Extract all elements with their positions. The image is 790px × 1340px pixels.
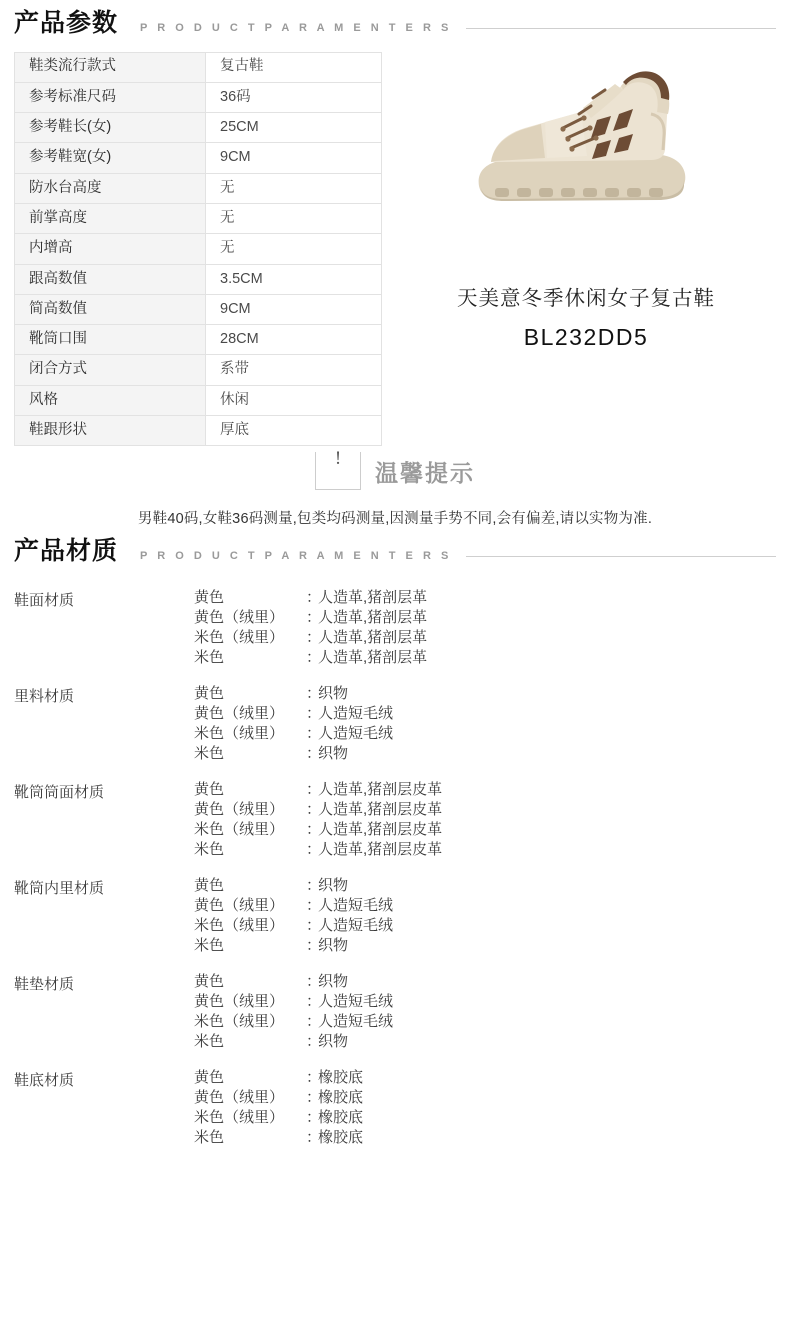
material-line — [194, 840, 776, 860]
param-value: 25CM — [206, 113, 382, 143]
material-value: 人造短毛绒 — [318, 896, 394, 914]
material-value: 橡胶底 — [318, 1108, 364, 1126]
material-row — [14, 876, 776, 956]
material-colon: ： — [306, 1128, 322, 1146]
material-color: 米色（绒里） — [194, 628, 285, 646]
material-line — [194, 916, 776, 936]
material-value: 织物 — [318, 744, 349, 762]
params-section — [0, 52, 790, 447]
material-value: 人造革,猪剖层革 — [318, 628, 428, 646]
material-color: 黄色 — [194, 1068, 225, 1086]
section-title-en: P R O D U C T P A R A M E N T E R S — [140, 21, 452, 34]
material-colon: ： — [306, 744, 322, 762]
material-line — [194, 1012, 776, 1032]
material-line — [194, 744, 776, 764]
material-color: 米色（绒里） — [194, 1108, 285, 1126]
table-row — [15, 416, 382, 446]
section-header-materials — [0, 538, 790, 566]
product-title: 天美意冬季休闲女子复古鞋 — [457, 286, 715, 310]
table-row — [15, 82, 382, 112]
material-line — [194, 588, 776, 608]
table-row — [15, 203, 382, 233]
param-value: 9CM — [206, 294, 382, 324]
material-row — [14, 684, 776, 764]
material-colon: ： — [306, 896, 322, 914]
param-key: 参考鞋长(女) — [15, 113, 206, 143]
param-value: 无 — [206, 203, 382, 233]
table-row — [15, 52, 382, 82]
param-key: 鞋类流行款式 — [15, 52, 206, 82]
product-code: BL232DD5 — [523, 324, 649, 351]
material-row — [14, 588, 776, 668]
material-line — [194, 628, 776, 648]
material-label: 鞋面材质 — [14, 591, 75, 609]
material-line — [194, 820, 776, 840]
material-label: 鞋垫材质 — [14, 975, 75, 993]
section-header-params — [0, 10, 790, 38]
material-colon: ： — [306, 628, 322, 646]
table-row — [15, 294, 382, 324]
material-value: 人造革,猪剖层革 — [318, 648, 428, 666]
material-color: 米色（绒里） — [194, 916, 285, 934]
material-colon: ： — [306, 1012, 322, 1030]
material-colon: ： — [306, 724, 322, 742]
table-row — [15, 234, 382, 264]
material-color: 米色 — [194, 936, 225, 954]
material-color: 黄色（绒里） — [194, 896, 285, 914]
param-value: 无 — [206, 173, 382, 203]
param-key: 参考标准尺码 — [15, 82, 206, 112]
material-value: 人造革,猪剖层革 — [318, 588, 428, 606]
material-row — [14, 972, 776, 1052]
param-value: 厚底 — [206, 416, 382, 446]
material-colon: ： — [306, 820, 322, 838]
material-line — [194, 648, 776, 668]
material-colon: ： — [306, 916, 322, 934]
param-key: 参考鞋宽(女) — [15, 143, 206, 173]
materials-list — [0, 588, 790, 1148]
material-values — [194, 588, 776, 668]
table-row — [15, 385, 382, 415]
header-divider-materials — [466, 556, 776, 557]
param-value: 28CM — [206, 325, 382, 355]
material-label: 靴筒筒面材质 — [14, 783, 105, 801]
material-value: 橡胶底 — [318, 1068, 364, 1086]
section-title-cn-materials: 产品材质 — [14, 537, 119, 566]
material-value: 人造革,猪剖层革 — [318, 608, 428, 626]
material-colon: ： — [306, 1088, 322, 1106]
material-line — [194, 936, 776, 956]
product-parameters-table — [14, 52, 382, 447]
material-value: 橡胶底 — [318, 1128, 364, 1146]
param-key: 前掌高度 — [15, 203, 206, 233]
material-color: 米色 — [194, 1128, 225, 1146]
param-value: 休闲 — [206, 385, 382, 415]
material-colon: ： — [306, 1068, 322, 1086]
material-line — [194, 876, 776, 896]
param-value: 复古鞋 — [206, 52, 382, 82]
material-color: 米色（绒里） — [194, 724, 285, 742]
material-colon: ： — [306, 684, 322, 702]
material-line — [194, 1128, 776, 1148]
section-title-cn: 产品参数 — [14, 9, 119, 37]
table-row — [15, 113, 382, 143]
material-value: 人造短毛绒 — [318, 704, 394, 722]
material-color: 米色 — [194, 1032, 225, 1050]
material-colon: ： — [306, 936, 322, 954]
material-color: 黄色 — [194, 972, 225, 990]
material-value: 人造短毛绒 — [318, 992, 394, 1010]
material-label: 里料材质 — [14, 687, 75, 705]
material-colon: ： — [306, 800, 322, 818]
param-value: 36码 — [206, 82, 382, 112]
table-row — [15, 264, 382, 294]
material-colon: ： — [306, 992, 322, 1010]
material-values — [194, 684, 776, 764]
material-color: 黄色 — [194, 876, 225, 894]
material-values — [194, 876, 776, 956]
section-title-en-materials: P R O D U C T P A R A M E N T E R S — [140, 549, 452, 562]
material-color: 黄色 — [194, 588, 225, 606]
material-value: 织物 — [318, 936, 349, 954]
material-line — [194, 724, 776, 744]
material-color: 黄色（绒里） — [194, 992, 285, 1010]
material-color: 米色（绒里） — [194, 820, 285, 838]
material-line — [194, 608, 776, 628]
material-line — [194, 704, 776, 724]
material-color: 黄色（绒里） — [194, 608, 285, 626]
table-row — [15, 173, 382, 203]
material-value: 织物 — [318, 972, 349, 990]
param-value: 系带 — [206, 355, 382, 385]
material-colon: ： — [306, 1032, 322, 1050]
param-key: 鞋跟形状 — [15, 416, 206, 446]
material-value: 人造革,猪剖层皮革 — [318, 840, 443, 858]
material-color: 米色 — [194, 648, 225, 666]
material-line — [194, 1088, 776, 1108]
material-label: 靴筒内里材质 — [14, 879, 105, 897]
material-colon: ： — [306, 704, 322, 722]
param-key: 内增高 — [15, 234, 206, 264]
material-values — [194, 1068, 776, 1148]
table-row — [15, 355, 382, 385]
param-key: 跟高数值 — [15, 264, 206, 294]
material-label: 鞋底材质 — [14, 1071, 75, 1089]
material-colon: ： — [306, 972, 322, 990]
warm-tips-header — [315, 452, 475, 490]
warm-tips-title: 温馨提示 — [375, 459, 475, 486]
material-value: 人造革,猪剖层皮革 — [318, 780, 443, 798]
material-colon: ： — [306, 588, 322, 606]
material-color: 米色 — [194, 840, 225, 858]
material-value: 织物 — [318, 1032, 349, 1050]
param-value: 9CM — [206, 143, 382, 173]
material-row — [14, 780, 776, 860]
param-key: 风格 — [15, 385, 206, 415]
exclamation-mark-icon — [315, 452, 361, 490]
beige-retro-sneaker-photo — [471, 58, 701, 233]
material-value: 人造短毛绒 — [318, 724, 394, 742]
product-showcase — [382, 52, 776, 447]
material-values — [194, 780, 776, 860]
material-color: 黄色（绒里） — [194, 1088, 285, 1106]
material-line — [194, 684, 776, 704]
material-color: 黄色（绒里） — [194, 704, 285, 722]
material-colon: ： — [306, 780, 322, 798]
material-color: 黄色（绒里） — [194, 800, 285, 818]
param-key: 靴筒口围 — [15, 325, 206, 355]
material-colon: ： — [306, 876, 322, 894]
material-colon: ： — [306, 608, 322, 626]
warm-tips-block — [0, 452, 790, 528]
material-line — [194, 992, 776, 1012]
material-colon: ： — [306, 1108, 322, 1126]
material-value: 人造短毛绒 — [318, 916, 394, 934]
material-value: 织物 — [318, 876, 349, 894]
header-divider — [466, 28, 776, 29]
material-value: 人造短毛绒 — [318, 1012, 394, 1030]
material-color: 米色 — [194, 744, 225, 762]
material-value: 人造革,猪剖层皮革 — [318, 800, 443, 818]
material-line — [194, 780, 776, 800]
material-colon: ： — [306, 840, 322, 858]
table-row — [15, 325, 382, 355]
table-row — [15, 143, 382, 173]
material-value: 橡胶底 — [318, 1088, 364, 1106]
material-value: 织物 — [318, 684, 349, 702]
param-value: 无 — [206, 234, 382, 264]
material-line — [194, 800, 776, 820]
material-value: 人造革,猪剖层皮革 — [318, 820, 443, 838]
material-line — [194, 1068, 776, 1088]
warm-tips-text: 男鞋40码,女鞋36码测量,包类均码测量,因测量手势不同,会有偏差,请以实物为准. — [137, 511, 653, 528]
material-line — [194, 896, 776, 916]
material-line — [194, 1108, 776, 1128]
material-row — [14, 1068, 776, 1148]
material-colon: ： — [306, 648, 322, 666]
product-detail-page — [0, 10, 790, 1340]
material-color: 米色（绒里） — [194, 1012, 285, 1030]
material-line — [194, 972, 776, 992]
product-image — [396, 58, 776, 268]
param-key: 简高数值 — [15, 294, 206, 324]
material-color: 黄色 — [194, 684, 225, 702]
param-key: 闭合方式 — [15, 355, 206, 385]
material-color: 黄色 — [194, 780, 225, 798]
param-key: 防水台高度 — [15, 173, 206, 203]
param-value: 3.5CM — [206, 264, 382, 294]
material-values — [194, 972, 776, 1052]
material-line — [194, 1032, 776, 1052]
